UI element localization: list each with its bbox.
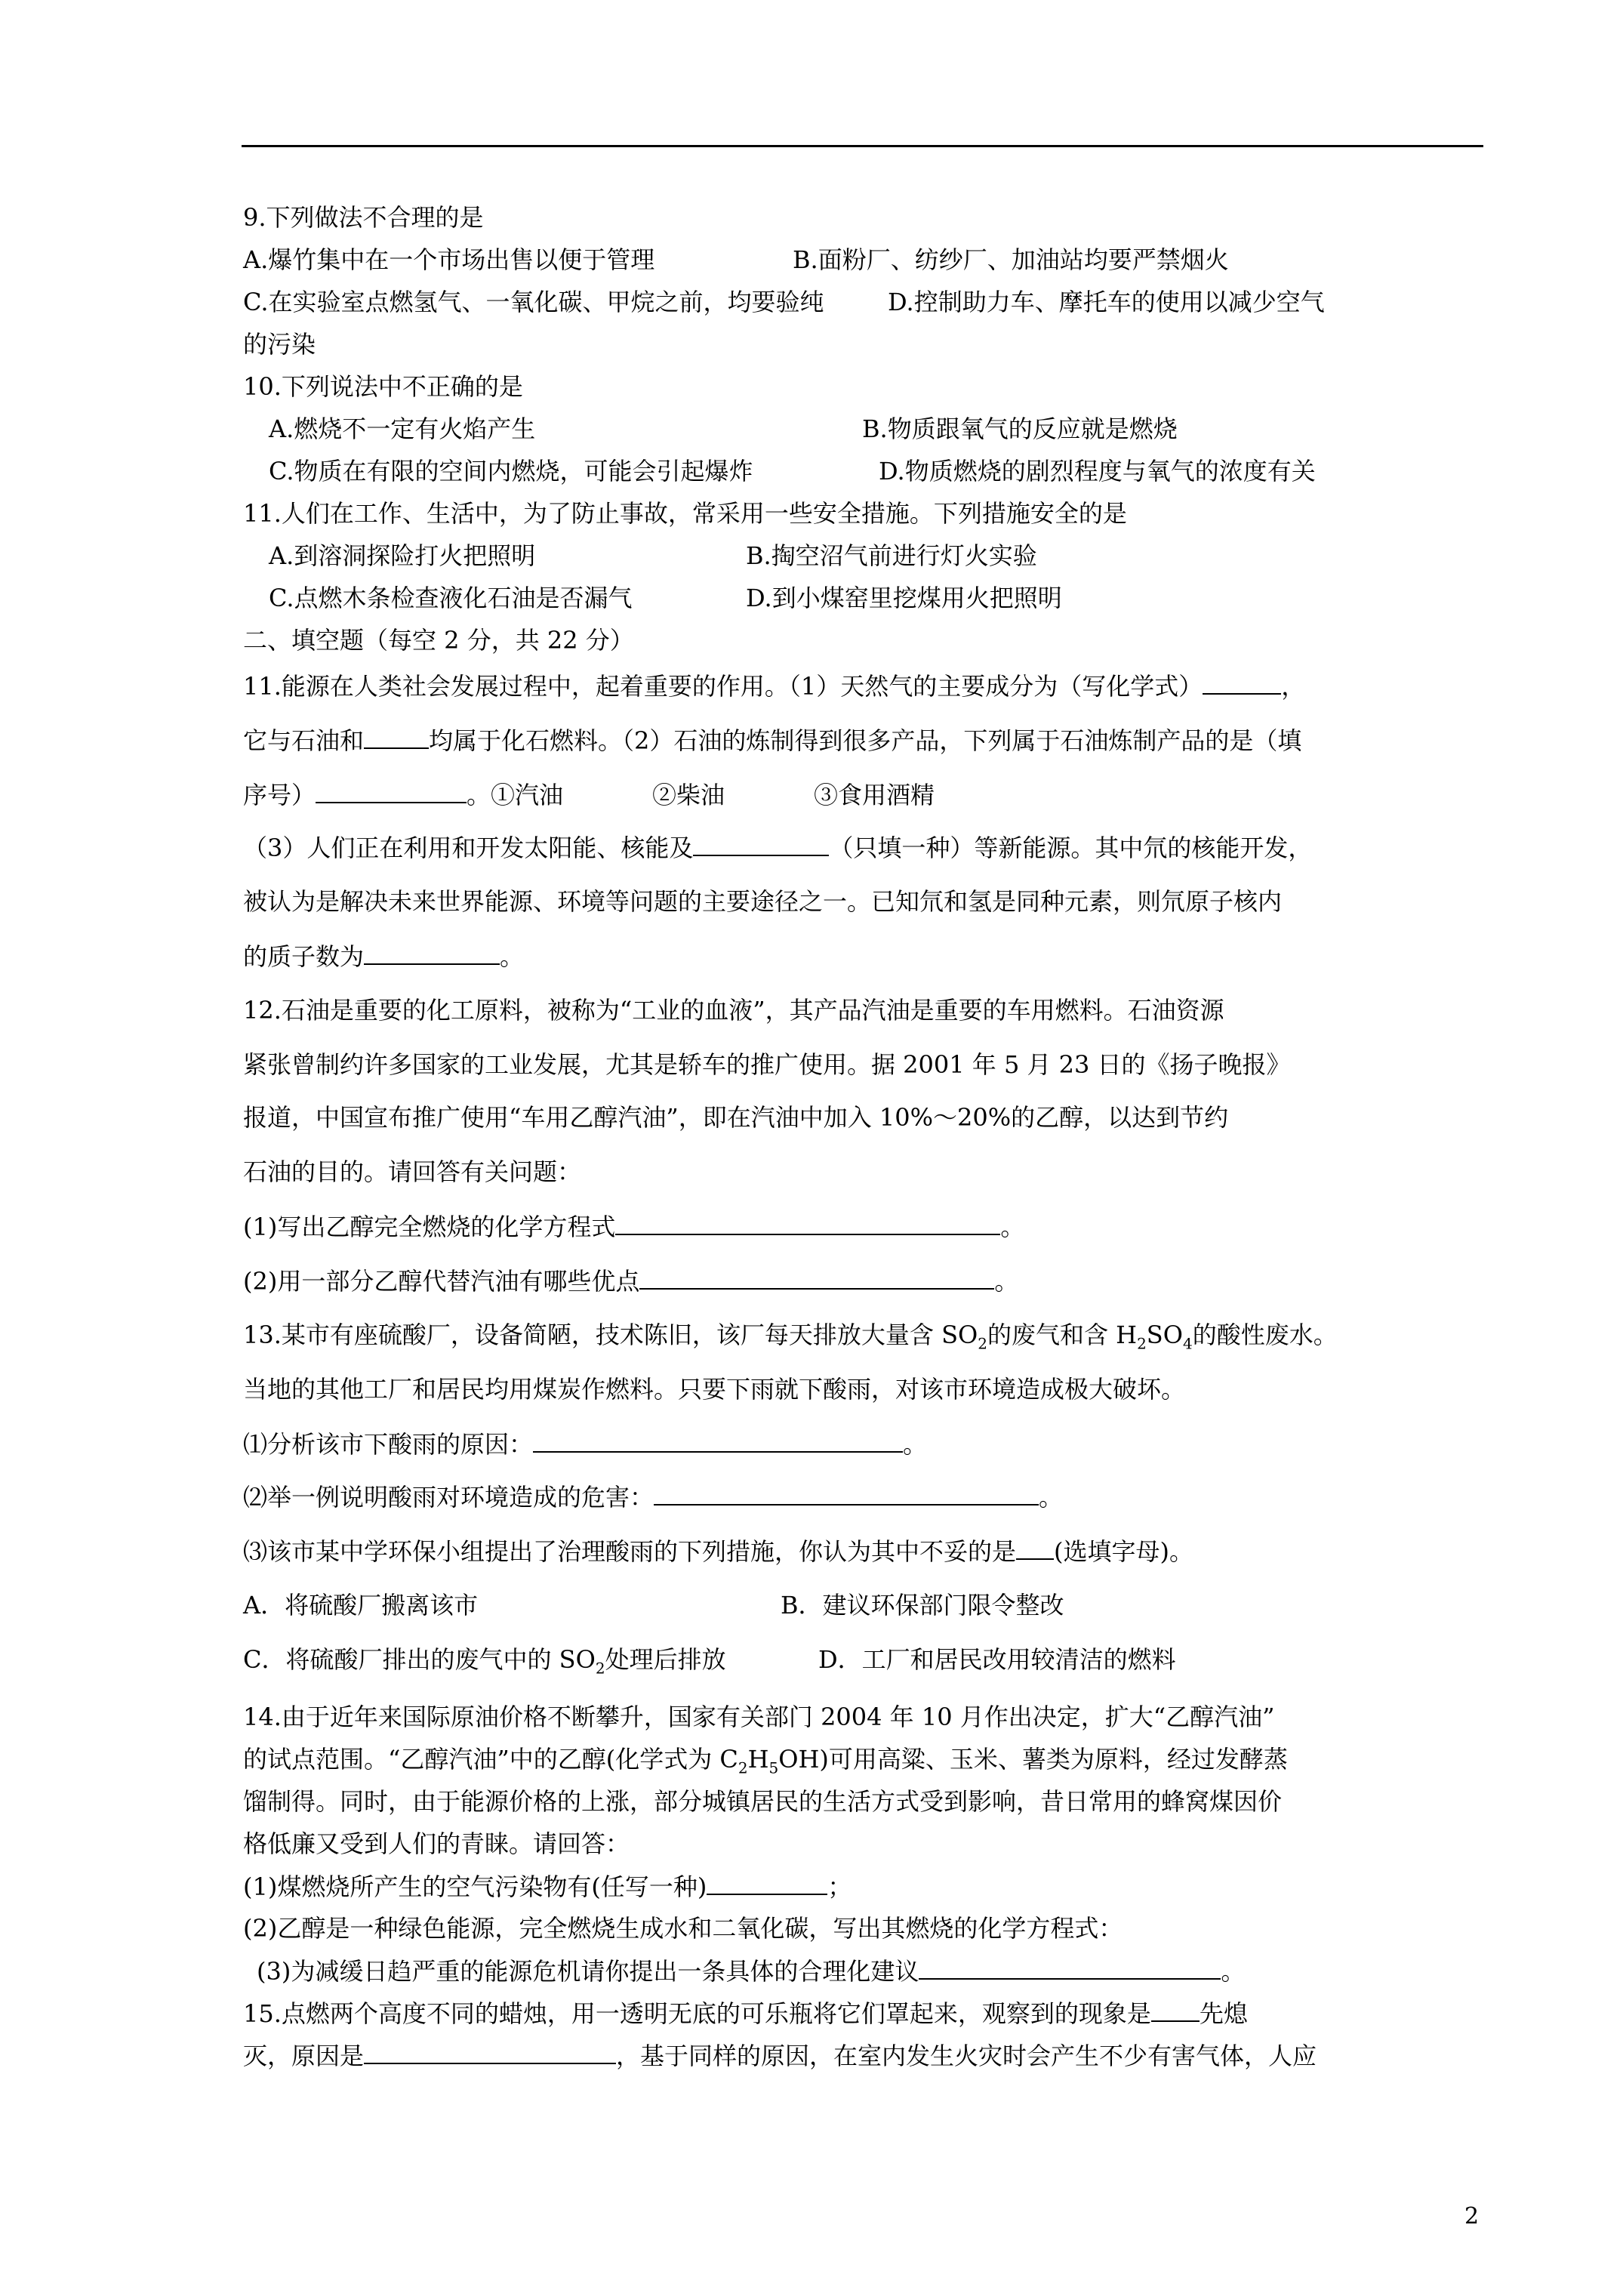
q11b-text: 它与石油和 <box>243 726 365 755</box>
q14-part-2: (2)乙醇是一种绿色能源，完全燃烧生成水和二氧化碳，写出其燃烧的化学方程式： <box>243 1914 1123 1943</box>
q9-option-d-cont: 的污染 <box>243 330 316 359</box>
q13-punct: 。 <box>1039 1483 1064 1512</box>
q15-line-2 <box>243 2040 1317 2071</box>
q12-line-4: 石油的目的。请回答有关问题： <box>243 1157 582 1186</box>
q11b-line-3 <box>243 779 935 810</box>
answer-blank <box>364 2040 616 2064</box>
q12-text: (2)用一部分乙醇代替汽油有哪些优点 <box>243 1267 640 1296</box>
answer-blank <box>364 941 500 965</box>
q11a-option-c: C.点燃木条检查液化石油是否漏气 <box>269 584 633 612</box>
q13-text: SO <box>1146 1321 1183 1349</box>
q13-option-c <box>243 1644 726 1678</box>
answer-blank <box>533 1428 903 1453</box>
q15-text: 先熄 <box>1199 1999 1248 2028</box>
answer-blank <box>693 832 829 856</box>
q13-text: (选填字母)。 <box>1054 1537 1193 1566</box>
q13-option-d: D．工厂和居民改用较清洁的燃料 <box>818 1645 1176 1674</box>
q15-text: 灭，原因是 <box>243 2042 365 2070</box>
subscript: 2 <box>978 1334 987 1353</box>
q14-line-4: 格低廉又受到人们的青睐。请回答： <box>243 1829 630 1858</box>
q15-text: 15.点燃两个高度不同的蜡烛，用一透明无底的可乐瓶将它们罩起来，观察到的现象是 <box>243 1999 1151 2028</box>
q14-text: 的试点范围。“乙醇汽油”中的乙醇(化学式为 C <box>243 1745 738 1774</box>
answer-blank <box>1151 1998 1200 2022</box>
q14-text: H <box>747 1745 769 1774</box>
answer-blank <box>615 1211 1000 1235</box>
q13-option-a: A．将硫酸厂搬离该市 <box>243 1591 479 1620</box>
q13-text: ⑶该市某中学环保小组提出了治理酸雨的下列措施，你认为其中不妥的是 <box>243 1537 1017 1566</box>
q13-line-1 <box>243 1320 1338 1353</box>
q12-part-2 <box>243 1265 1018 1296</box>
q15-line-1 <box>243 1998 1248 2029</box>
subscript: 2 <box>595 1659 605 1678</box>
q11b-text: ③食用酒精 <box>814 781 935 809</box>
answer-blank <box>364 725 429 749</box>
q14-text: (3)为减缓日趋严重的能源危机请你提出一条具体的合理化建议 <box>257 1957 919 1986</box>
q13-text: 的酸性废水。 <box>1192 1321 1338 1349</box>
q13-line-2: 当地的其他工厂和居民均用煤炭作燃料。只要下雨就下酸雨，对该市环境造成极大破坏。 <box>243 1375 1186 1404</box>
q14-text: OH)可用高粱、玉米、薯类为原料，经过发酵蒸 <box>778 1745 1288 1774</box>
q12-part-1 <box>243 1211 1024 1242</box>
q14-part-3 <box>257 1955 1245 1986</box>
q11a-option-d: D.到小煤窑里挖煤用火把照明 <box>746 584 1062 612</box>
q11b-text: 序号） <box>243 781 316 809</box>
page-number: 2 <box>1464 2203 1480 2230</box>
q14-line-2 <box>243 1744 1288 1777</box>
q12-line-2: 紧张曾制约许多国家的工业发展，尤其是轿车的推广使用。据 2001 年 5 月 23 日的《扬子晚报》 <box>243 1050 1291 1079</box>
q13-part-1 <box>243 1428 927 1459</box>
q11b-line-1 <box>243 670 1305 701</box>
q13-text: ⑴分析该市下酸雨的原因： <box>243 1430 534 1459</box>
q14-punct: 。 <box>1221 1957 1246 1986</box>
q14-line-1: 14.由于近年来国际原油价格不断攀升，国家有关部门 2004 年 10 月作出决定，扩大“乙醇汽油” <box>243 1703 1275 1731</box>
q13-text: 的废气和含 H <box>987 1321 1138 1349</box>
q13-text: C．将硫酸厂排出的废气中的 SO <box>243 1645 596 1674</box>
q11b-text: 。 <box>500 942 525 971</box>
q13-text: ⑵举一例说明酸雨对环境造成的危害： <box>243 1483 654 1512</box>
q12-line-3: 报道，中国宣布推广使用“车用乙醇汽油”，即在汽油中加入 10%～20%的乙醇，以达到节约 <box>243 1103 1229 1132</box>
q13-text: 13.某市有座硫酸厂，设备简陋，技术陈旧，该厂每天排放大量含 SO <box>243 1321 978 1349</box>
q11b-line-5: 被认为是解决未来世界能源、环境等问题的主要途径之一。已知氘和氢是同种元素，则氘原子核内 <box>243 887 1283 916</box>
q10-option-a: A.燃烧不一定有火焰产生 <box>269 415 536 443</box>
q11b-punct: ， <box>1281 672 1306 701</box>
q11b-text: 。①汽油 <box>467 781 564 809</box>
answer-blank <box>654 1481 1039 1505</box>
q12-line-1: 12.石油是重要的化工原料，被称为“工业的血液”，其产品汽油是重要的车用燃料。石油资源 <box>243 996 1224 1025</box>
q11b-line-6 <box>243 941 524 972</box>
q11b-text: （只填一种）等新能源。其中氘的核能开发， <box>829 834 1313 862</box>
q11b-text: （3）人们正在利用和开发太阳能、核能及 <box>243 834 694 862</box>
q12-text: (1)写出乙醇完全燃烧的化学方程式 <box>243 1213 616 1241</box>
q13-part-3 <box>243 1536 1193 1567</box>
q11b-text: ②柴油 <box>652 781 725 809</box>
q11a-stem: 11.人们在工作、生活中，为了防止事故，常采用一些安全措施。下列措施安全的是 <box>243 499 1127 528</box>
subscript: 2 <box>738 1758 748 1777</box>
q13-punct: 。 <box>903 1430 928 1459</box>
q10-stem: 10.下列说法中不正确的是 <box>243 372 523 401</box>
q10-option-d: D.物质燃烧的剧烈程度与氧气的浓度有关 <box>879 457 1316 485</box>
q10-option-b: B.物质跟氧气的反应就是燃烧 <box>862 415 1178 443</box>
header-rule <box>242 145 1483 147</box>
q14-text: (1)煤燃烧所产生的空气污染物有(任写一种) <box>243 1872 707 1901</box>
q13-part-2 <box>243 1481 1063 1512</box>
q9-option-a: A.爆竹集中在一个市场出售以便于管理 <box>243 245 655 274</box>
q13-option-b: B．建议环保部门限令整改 <box>781 1591 1064 1620</box>
q12-punct: 。 <box>994 1267 1019 1296</box>
q13-text: 处理后排放 <box>605 1645 726 1674</box>
q11b-line-2 <box>243 725 1301 756</box>
q9-option-b: B.面粉厂、纺纱厂、加油站均要严禁烟火 <box>793 245 1229 274</box>
q11b-text: 均属于化石燃料。（2）石油的炼制得到很多产品，下列属于石油炼制产品的是（填 <box>429 726 1302 755</box>
q11a-option-a: A.到溶洞探险打火把照明 <box>269 541 536 570</box>
answer-blank <box>316 779 467 803</box>
section-heading: 二、填空题（每空 2 分，共 22 分） <box>243 626 634 655</box>
q11b-line-4 <box>243 832 1312 863</box>
answer-blank <box>1016 1536 1054 1560</box>
answer-blank <box>707 1871 827 1895</box>
subscript: 4 <box>1182 1334 1193 1353</box>
q12-punct: 。 <box>1000 1213 1025 1241</box>
answer-blank <box>1203 670 1281 695</box>
subscript: 2 <box>1137 1334 1147 1353</box>
q10-option-c: C.物质在有限的空间内燃烧，可能会引起爆炸 <box>269 457 753 485</box>
answer-blank <box>639 1265 994 1290</box>
q14-part-1 <box>243 1871 852 1902</box>
q9-stem: 9.下列做法不合理的是 <box>243 203 484 232</box>
q9-option-d: D.控制助力车、摩托车的使用以减少空气 <box>888 288 1325 316</box>
q14-line-3: 馏制得。同时，由于能源价格的上涨，部分城镇居民的生活方式受到影响，昔日常用的蜂窝煤因价 <box>243 1787 1283 1816</box>
answer-blank <box>919 1955 1221 1980</box>
q15-text: ，基于同样的原因，在室内发生火灾时会产生不少有害气体，人应 <box>616 2042 1317 2070</box>
q11a-option-b: B.掏空沼气前进行灯火实验 <box>746 541 1037 570</box>
q9-option-c: C.在实验室点燃氢气、一氧化碳、甲烷之前，均要验纯 <box>243 288 824 316</box>
q11b-text: 的质子数为 <box>243 942 365 971</box>
subscript: 5 <box>768 1758 779 1777</box>
q11b-text: 11.能源在人类社会发展过程中，起着重要的作用。（1）天然气的主要成分为（写化学式） <box>243 672 1203 701</box>
q14-punct: ； <box>827 1872 852 1901</box>
